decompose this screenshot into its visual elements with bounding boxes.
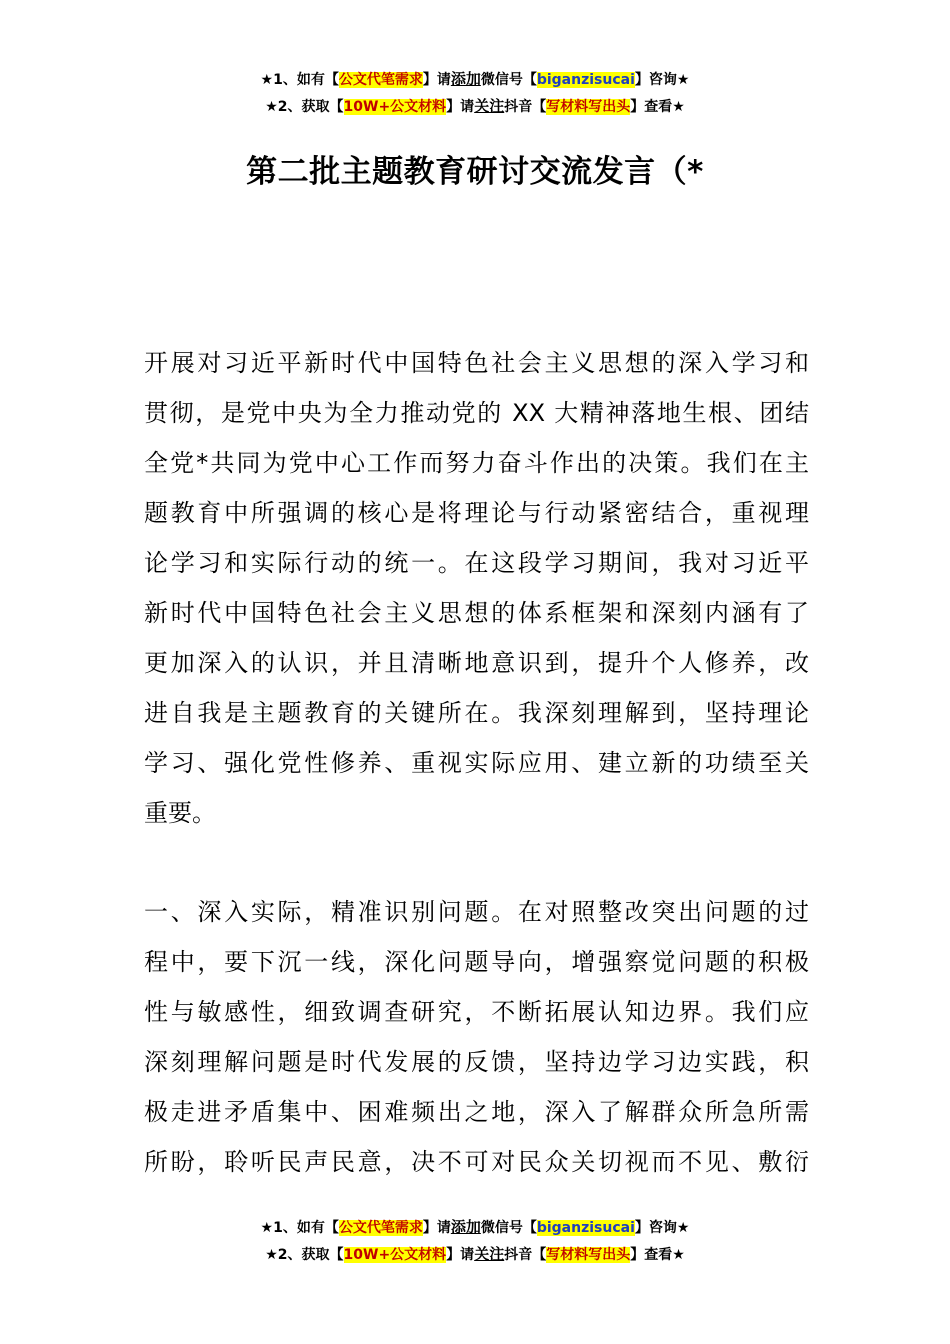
banner-highlight: 10W+公文材料: [343, 99, 447, 115]
banner-text: ★1、如有【: [260, 1220, 339, 1236]
banner-emphasis: 关注: [474, 97, 505, 115]
banner-highlight: 公文代笔需求: [338, 1220, 423, 1236]
text-line: 贯彻，是党中央为全力推动党的 XX 大精神落地生根、团结: [144, 399, 809, 427]
banner-text: 】请: [446, 99, 475, 115]
banner-highlight: 写材料写出头: [546, 1247, 631, 1263]
text-line: 所盼，聆听民声民意，决不可对民众关切视而不见、敷衍: [144, 1148, 809, 1176]
banner-text: 】请: [422, 72, 451, 88]
banner-text: 抖音【: [504, 99, 547, 115]
banner-text: 】查看★: [630, 99, 685, 115]
paragraph-2: [144, 887, 809, 1187]
header-banner: [0, 66, 950, 120]
footer-banner: [0, 1214, 950, 1268]
banner-emphasis: 添加: [450, 1218, 481, 1236]
paragraph-1: [144, 338, 809, 838]
text-line: 题教育中所强调的核心是将理论与行动紧密结合，重视理: [144, 499, 809, 527]
text-line: 重要。: [144, 799, 216, 827]
banner-text: ★2、获取【: [265, 1247, 344, 1263]
text-line: 程中，要下沉一线，深化问题导向，增强察觉问题的积极: [144, 948, 809, 976]
text-line: 极走进矛盾集中、困难频出之地，深入了解群众所急所需: [144, 1098, 809, 1126]
banner-highlight: 10W+公文材料: [343, 1247, 447, 1263]
banner-text: 微信号【: [480, 72, 537, 88]
text-line: 学习、强化党性修养、重视实际应用、建立新的功绩至关: [144, 749, 809, 777]
banner-text: ★2、获取【: [265, 99, 344, 115]
text-line: 进自我是主题教育的关键所在。我深刻理解到，坚持理论: [144, 699, 809, 727]
banner-emphasis: 添加: [450, 70, 481, 88]
document-title: 第二批主题教育研讨交流发言（*: [246, 154, 704, 190]
text-line: 深刻理解问题是时代发展的反馈，坚持边学习边实践，积: [144, 1048, 809, 1076]
banner-wechat-id: biganzisucai: [536, 72, 635, 88]
banner-wechat-id: biganzisucai: [536, 1220, 635, 1236]
banner-text: 抖音【: [504, 1247, 547, 1263]
text-line: 开展对习近平新时代中国特色社会主义思想的深入学习和: [144, 349, 809, 377]
banner-text: 】请: [422, 1220, 451, 1236]
banner-text: 】咨询★: [634, 1220, 690, 1236]
text-line: 论学习和实际行动的统一。在这段学习期间，我对习近平: [144, 549, 809, 577]
banner-text: 】查看★: [630, 1247, 685, 1263]
banner-line-2: [0, 93, 950, 120]
banner-line-1: [0, 1214, 950, 1241]
banner-text: 】咨询★: [634, 72, 690, 88]
banner-text: ★1、如有【: [260, 72, 339, 88]
banner-emphasis: 关注: [474, 1245, 505, 1263]
banner-highlight: 写材料写出头: [546, 99, 631, 115]
text-line: 更加深入的认识，并且清晰地意识到，提升个人修养，改: [144, 649, 809, 677]
text-line: 一、深入实际，精准识别问题。在对照整改突出问题的过: [144, 898, 809, 926]
text-line: 性与敏感性，细致调查研究，不断拓展认知边界。我们应: [144, 998, 809, 1026]
text-line: 全党*共同为党中心工作而努力奋斗作出的决策。我们在主: [144, 449, 809, 477]
banner-text: 】请: [446, 1247, 475, 1263]
banner-highlight: 公文代笔需求: [338, 72, 423, 88]
banner-line-1: [0, 66, 950, 93]
text-line: 新时代中国特色社会主义思想的体系框架和深刻内涵有了: [144, 599, 809, 627]
banner-line-2: [0, 1241, 950, 1268]
banner-text: 微信号【: [480, 1220, 537, 1236]
